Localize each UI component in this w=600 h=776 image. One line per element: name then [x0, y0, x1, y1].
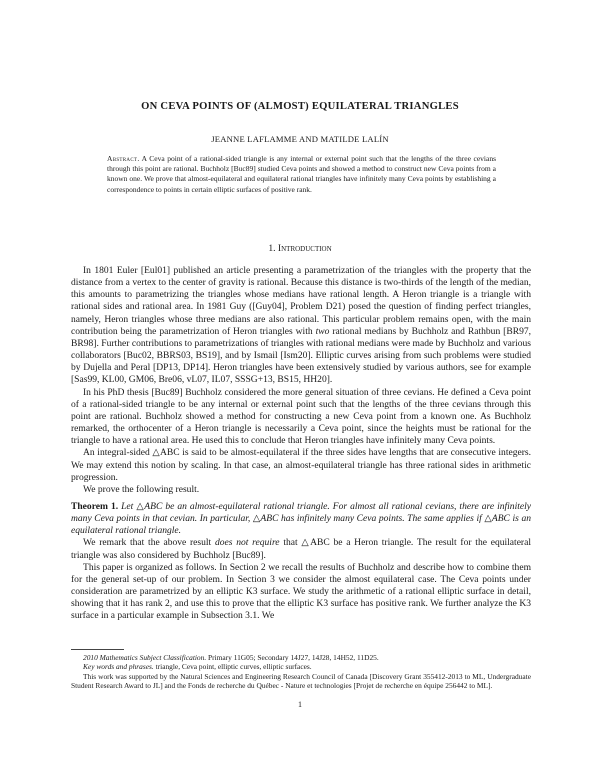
theorem-1	[71, 501, 531, 537]
footnote-msc-label: 2010 Mathematics Subject Classification.	[83, 653, 207, 662]
paragraph-5-emphasis: does not require	[214, 537, 280, 549]
abstract	[107, 154, 496, 195]
paragraph-1-emphasis: two	[315, 325, 330, 337]
page-number: 1	[298, 700, 302, 709]
paragraph-6: This paper is organized as follows. In Section 2 we recall the results of Buchholz and describe how to combine them for the general set-up of our problem. In Section 3 we consider the almost equilateral case. The Ceva points under consideration are parametrized by an elliptic K3 surface. We study the arithmetic of a rational elliptic surface in detail, showing that it has rank 2, and use this to prove that the elliptic K3 surface has positive rank. We further analyze the K3 surface in a particular example in Subsection 3.1. We	[71, 561, 531, 622]
abstract-text: A Ceva point of a rational-sided triangle is any internal or external point such that the lengths of the three cevians through this point are rational. Buchholz [Buc89] studied Ceva points and showed a method to construct new Ceva points from a known one. We prove that almost-equilateral and equilateral rational triangles have infinitely many Ceva points by establishing a correspondence to points in certain elliptic surfaces of positive rank.	[107, 154, 497, 194]
paper-title: ON CEVA POINTS OF (ALMOST) EQUILATERAL TRIANGLES	[141, 101, 459, 112]
theorem-label: Theorem 1.	[71, 500, 119, 512]
paragraph-5	[71, 537, 531, 561]
theorem-text: Let △ABC be an almost-equilateral rational triangle. For almost all rational cevians, there are infinitely many Ceva points in that cevian. In particular, △ABC has infinitely many Ceva points. The same applies if △ABC is an equilateral rational triangle.	[71, 500, 532, 537]
paragraph-1-rest: rational medians by Buchholz and Rathbun [BR97, BR98]. Further contributions to parametrizations of triangles with rational medians were made by Buchholz and various collaborators [Buc02, BBRS03, BS19], and by Ismail [Ism20]. Elliptic curves arising from such problems were studied by Dujella and Peral [DP13, DP14]. Heron triangles have been extensively studied by various authors, see for example [Sas99, KL00, GM06, Bre06, vL07, IL07, SSSG+13, BS15, HH20].	[71, 325, 532, 386]
footnote-keywords-text: triangle, Ceva point, elliptic curves, elliptic surfaces.	[155, 662, 312, 672]
section-title: Introduction	[277, 243, 332, 254]
paper-authors: JEANNE LAFLAMME AND MATILDE LALÍN	[211, 134, 389, 144]
body-text	[71, 265, 531, 623]
footnote-msc	[71, 653, 531, 662]
paragraph-5-start: We remark that the above result	[83, 537, 212, 549]
footnote-msc-text: Primary 11G05; Secondary 14J27, 14J28, 14H52, 11D25.	[208, 653, 379, 662]
paragraph-5-end: that △ABC be a Heron triangle. The result for the equilateral triangle was also considered by Buchholz [Buc89].	[71, 537, 531, 561]
section-heading	[0, 243, 600, 254]
paragraph-1	[71, 265, 531, 387]
paragraph-3: An integral-sided △ABC is said to be almost-equilateral if the three sides have lengths that are consecutive integers. We may extend this notion by scaling. In that case, an almost-equilateral triangle has three rational sides in arithmetic progression.	[71, 447, 531, 483]
paragraph-4: We prove the following result.	[83, 483, 200, 495]
paragraph-2: In his PhD thesis [Buc89] Buchholz considered the more general situation of three cevians. He defined a Ceva point of a rational-sided triangle to be any internal or external point such that the lengths of the three cevians through this point are rational. Buchholz showed a method for constructing a new Ceva point from a known one. As Buchholz remarked, the orthocenter of a Heron triangle is necessarily a Ceva point, since the heights must be rational for the triangle to have a rational area. He used this to conclude that Heron triangles have infinitely many Ceva points.	[71, 386, 531, 447]
footnote-rule	[71, 649, 124, 650]
abstract-label: Abstract.	[107, 154, 140, 163]
footnote-keywords-label: Key words and phrases.	[83, 662, 154, 672]
footnote-keywords	[71, 662, 531, 671]
paragraph-1-text: In 1801 Euler [Eul01] published an article presenting a parametrization of the triangles with the property that the distance from a vertex to the center of gravity is rational. Because this distance is two-thirds of the length of the median, this amounts to parametrizing the triangles whose medians have rational length. A Heron triangle is a triangle with rational sides and rational area. In 1981 Guy ([Guy04], Problem D21) posed the question of finding perfect triangles, namely, Heron triangles whose three medians are also rational. This particular problem remains open, with the main contribution being the parametrization of Heron triangles with	[71, 265, 531, 337]
section-number: 1.	[268, 243, 276, 254]
footnotes	[71, 653, 531, 691]
footnote-funding: This work was supported by the Natural Sciences and Engineering Research Council of Canada [Discovery Grant 355412-2013 to ML, Undergraduate Student Research Award to JL] and the Fonds de recherche du Québec - Nature et technologies [Projet de recherche en équipe 256442 to ML].	[71, 671, 531, 691]
